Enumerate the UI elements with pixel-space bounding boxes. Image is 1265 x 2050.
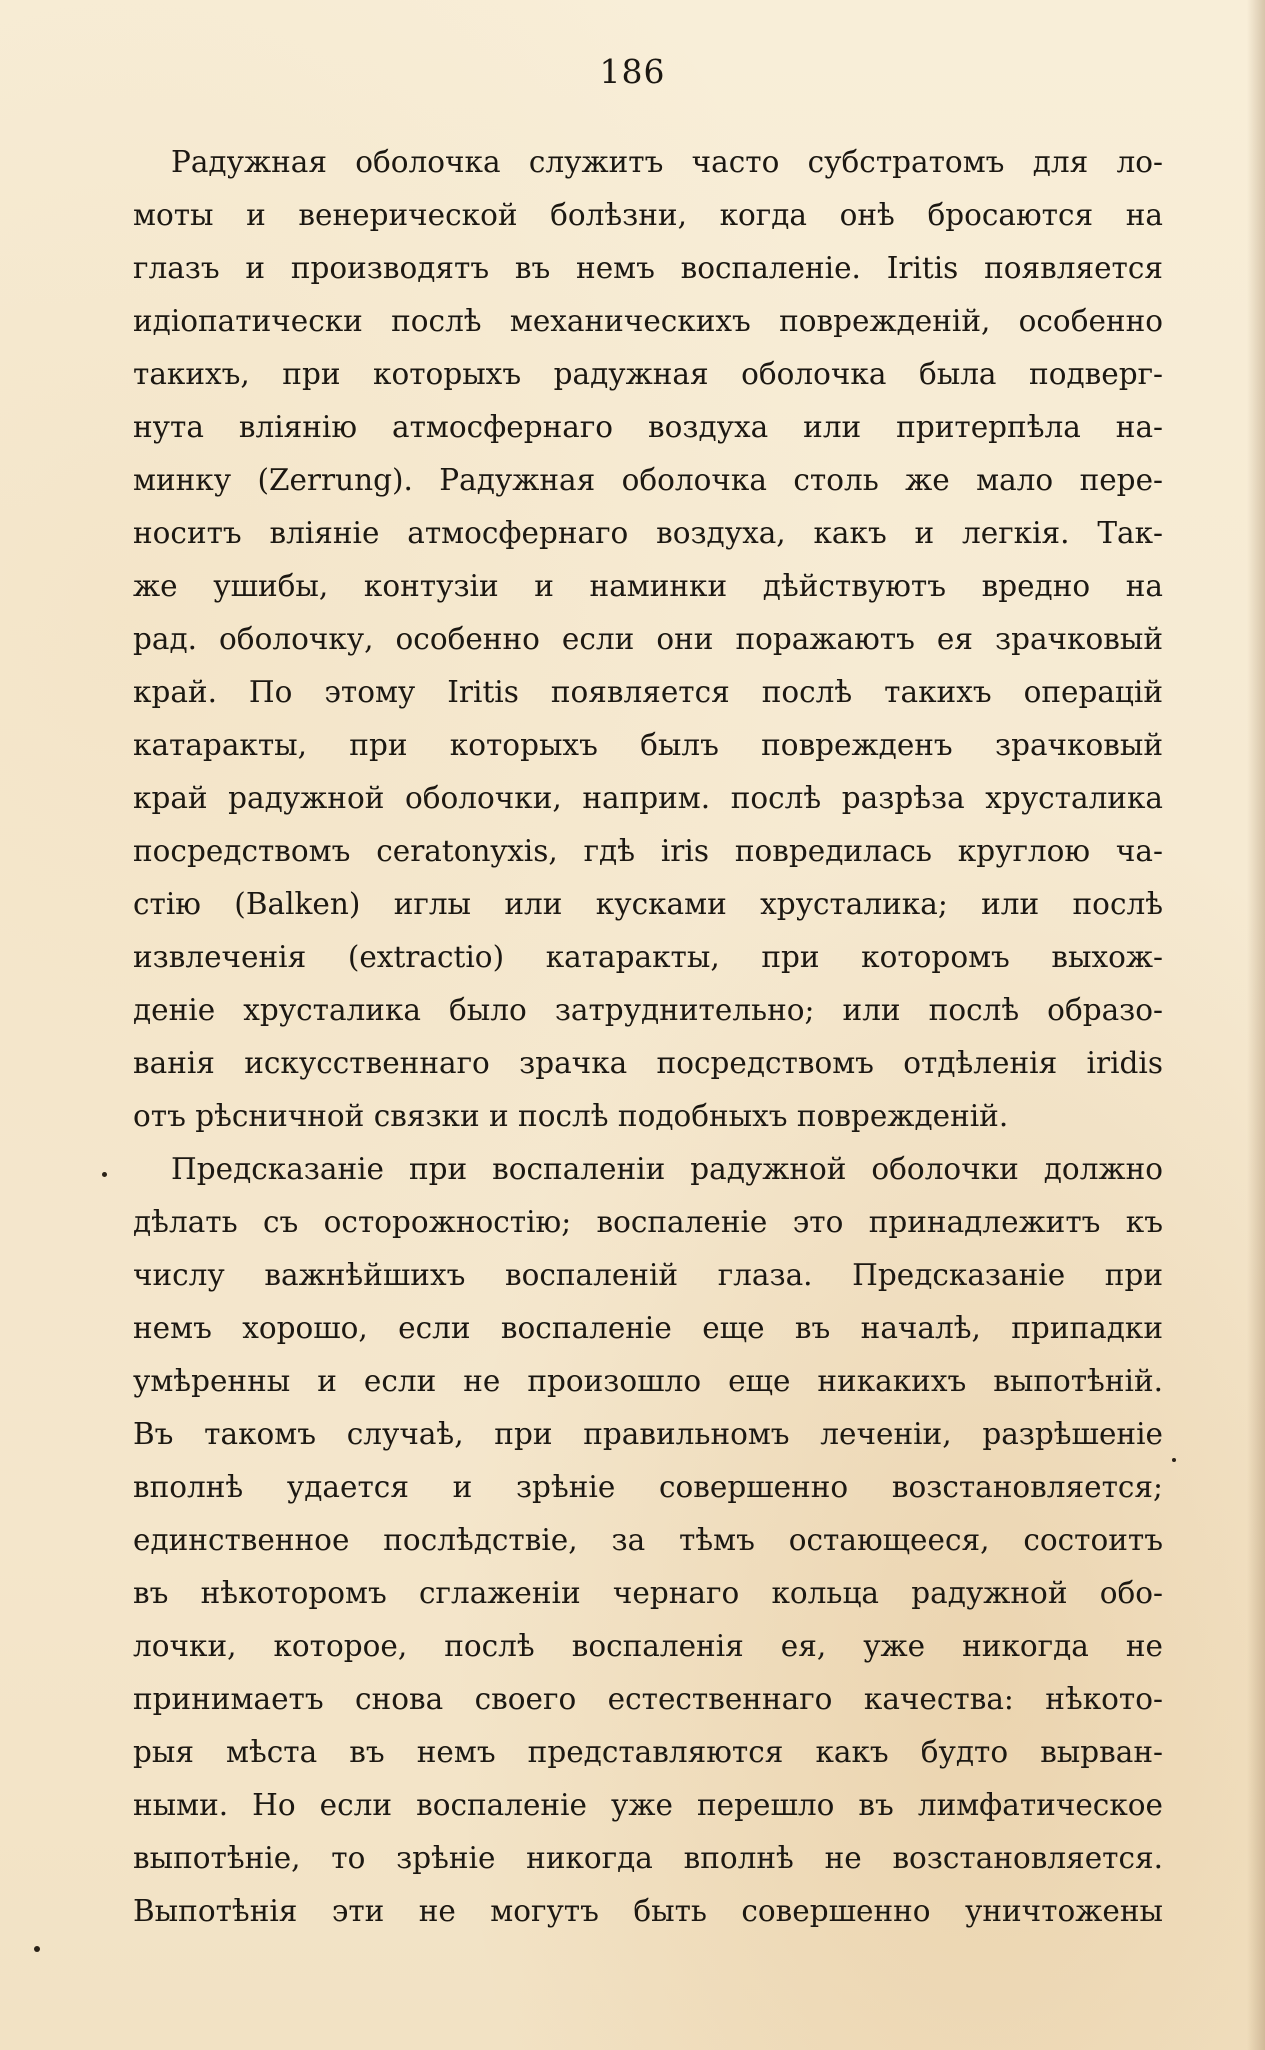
text-line: числу важнѣйшихъ воспаленій глаза. Предсказаніе при [133,1258,1163,1292]
text-line: принимаетъ снова своего естественнаго качества: нѣкото- [133,1682,1163,1716]
page-edge-shadow [1247,0,1265,2050]
text-line: Радужная оболочка служитъ часто субстратомъ для ло- [171,145,1163,179]
text-line: Предсказаніе при воспаленіи радужной оболочки должно [171,1152,1163,1186]
text-line: вполнѣ удается и зрѣніе совершенно возстановляется; [133,1470,1163,1504]
ink-speck [34,1946,40,1952]
text-line: извлеченія (extractio) катаракты, при которомъ выхож- [133,940,1163,974]
text-line: единственное послѣдствіе, за тѣмъ остающееся, состоитъ [133,1523,1163,1557]
text-line: дѣлать съ осторожностію; воспаленіе это принадлежитъ къ [133,1205,1163,1239]
text-line: край радужной оболочки, наприм. послѣ разрѣза хрусталика [133,781,1163,815]
text-line: Въ такомъ случаѣ, при правильномъ леченіи, разрѣшеніе [133,1417,1163,1451]
body-text [133,136,1163,1938]
text-line: носитъ вліяніе атмосфернаго воздуха, какъ и легкія. Так- [133,516,1163,550]
text-line: же ушибы, контузіи и наминки дѣйствуютъ вредно на [133,569,1163,603]
text-line: такихъ, при которыхъ радужная оболочка была подверг- [133,357,1163,391]
text-line: нута вліянію атмосфернаго воздуха или притерпѣла на- [133,410,1163,444]
text-line: лочки, которое, послѣ воспаленія ея, уже никогда не [133,1629,1163,1663]
text-line: деніе хрусталика было затруднительно; или послѣ образо- [133,993,1163,1027]
text-line: рад. оболочку, особенно если они поражаютъ ея зрачковый [133,622,1163,656]
text-line: идіопатически послѣ механическихъ поврежденій, особенно [133,304,1163,338]
text-line: минку (Zerrung). Радужная оболочка столь же мало пере- [133,463,1163,497]
text-line: ными. Но если воспаленіе уже перешло въ лимфатическое [133,1788,1163,1822]
text-line: умѣренны и если не произошло еще никакихъ выпотѣній. [133,1364,1163,1398]
text-line: посредствомъ ceratonyxis, гдѣ iris повредилась круглою ча- [133,834,1163,868]
text-line: Выпотѣнія эти не могутъ быть совершенно уничтожены [133,1894,1163,1928]
ink-speck [102,1172,107,1177]
text-line: немъ хорошо, если воспаленіе еще въ началѣ, припадки [133,1311,1163,1345]
page-number: 186 [599,52,666,91]
text-line: выпотѣніе, то зрѣніе никогда вполнѣ не возстановляется. [133,1841,1163,1875]
text-line: въ нѣкоторомъ сглаженіи чернаго кольца радужной обо- [133,1576,1163,1610]
text-line: моты и венерической болѣзни, когда онѣ бросаются на [133,198,1163,232]
text-line: рыя мѣста въ немъ представляются какъ будто вырван- [133,1735,1163,1769]
text-line: край. По этому Iritis появляется послѣ такихъ операцій [133,675,1163,709]
text-line: глазъ и производятъ въ немъ воспаленіе. Iritis появляется [133,251,1163,285]
text-line: отъ рѣсничной связки и послѣ подобныхъ поврежденій. [133,1099,1009,1133]
text-line: катаракты, при которыхъ былъ поврежденъ зрачковый [133,728,1163,762]
text-line: ванія искусственнаго зрачка посредствомъ отдѣленія iridis [133,1046,1163,1080]
text-line: стію (Balken) иглы или кусками хрусталика; или послѣ [133,887,1163,921]
ink-speck [1172,1458,1176,1462]
